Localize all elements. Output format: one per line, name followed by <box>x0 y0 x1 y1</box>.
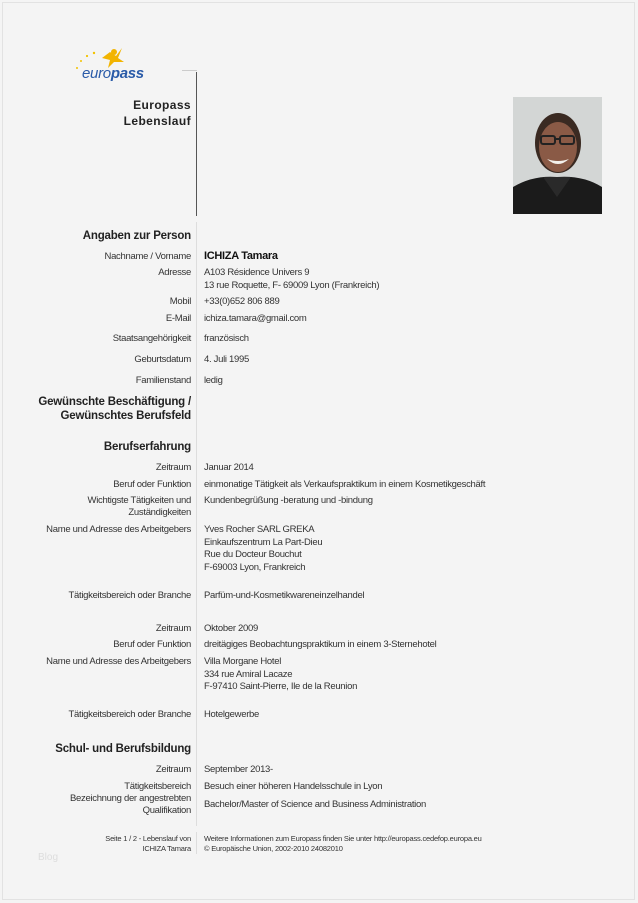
label-education-period: Zeitraum <box>155 764 191 775</box>
label-period: Zeitraum <box>155 462 191 473</box>
label-email: E-Mail <box>165 313 191 324</box>
label-period: Zeitraum <box>155 623 191 634</box>
education-qualification: Bachelor/Master of Science and Business Administration <box>204 799 426 810</box>
portrait-image <box>513 97 602 214</box>
job-2-period: Oktober 2009 <box>204 623 258 634</box>
document-title <box>124 97 191 129</box>
education-field: Besuch einer höheren Handelsschule in Lyon <box>204 781 383 792</box>
value-marital-status: ledig <box>204 375 223 386</box>
footer-copyright: © Europäische Union, 2002-2010 24082010 <box>204 844 343 853</box>
section-title-personal: Angaben zur Person <box>82 230 191 242</box>
value-mobile[interactable]: +33(0)652 806 889 <box>204 296 280 307</box>
footer-vertical-divider <box>196 832 197 854</box>
label-address: Adresse <box>158 267 191 278</box>
section-title-experience: Berufserfahrung <box>103 441 191 453</box>
activities-label-line-2: Zuständigkeiten <box>128 507 191 518</box>
address-line-2: 13 rue Roquette, F- 69009 Lyon (Frankreich) <box>204 279 380 291</box>
value-email-link[interactable]: ichiza.tamara@gmail.com <box>204 313 307 324</box>
label-marital-status: Familienstand <box>135 375 191 386</box>
qualification-label-line-2: Qualifikation <box>142 805 191 816</box>
divider-cap <box>182 70 197 71</box>
footer-info-link[interactable]: Weitere Informationen zum Europass finden Sie unter http://europass.cedefop.europa.eu <box>204 834 482 843</box>
header-vertical-divider <box>196 72 197 216</box>
label-employer: Name und Adresse des Arbeitgebers <box>46 656 191 667</box>
qualification-label-line-1: Bezeichnung der angestrebten <box>69 793 191 804</box>
activities-label-line-1: Wichtigste Tätigkeiten und <box>87 495 191 506</box>
employer-line-1: Yves Rocher SARL GREKA <box>204 524 315 535</box>
footer-page-line-1: Seite 1 / 2 - Lebenslauf von <box>105 834 191 843</box>
employer-line-3: F-97410 Saint-Pierre, Ile de la Reunion <box>204 681 358 692</box>
label-position: Beruf oder Funktion <box>113 639 191 650</box>
job-2-employer <box>204 656 357 694</box>
desired-title-line-1: Gewünschte Beschäftigung / <box>38 396 191 408</box>
footer-europass-info <box>204 834 482 854</box>
employer-line-4: F-69003 Lyon, Frankreich <box>204 561 306 573</box>
europass-wordmark: europass <box>82 65 144 82</box>
section-title-education: Schul- und Berufsbildung <box>55 743 191 755</box>
label-name: Nachname / Vorname <box>104 251 191 262</box>
label-nationality: Staatsangehörigkeit <box>112 333 191 344</box>
footer-page-info <box>105 834 191 854</box>
employer-line-2: Einkaufszentrum La Part-Dieu <box>204 536 323 548</box>
footer-page-line-2: ICHIZA Tamara <box>142 844 191 853</box>
education-period: September 2013- <box>204 764 273 775</box>
watermark: Blog <box>38 852 59 863</box>
label-activities <box>88 495 191 519</box>
label-qualification <box>70 793 191 817</box>
value-birthdate: 4. Juli 1995 <box>204 354 249 365</box>
job-1-activities: Kundenbegrüßung -beratung und -bindung <box>204 495 373 506</box>
value-name: ICHIZA Tamara <box>204 250 278 262</box>
employer-line-3: Rue du Docteur Bouchut <box>204 549 302 560</box>
title-line-2: Lebenslauf <box>123 114 191 128</box>
profile-photo <box>513 97 602 214</box>
label-birthdate: Geburtsdatum <box>134 354 191 365</box>
address-line-1: A103 Résidence Univers 9 <box>204 267 310 278</box>
job-1-position: einmonatige Tätigkeit als Verkaufspraktikum in einem Kosmetikgeschäft <box>204 479 486 490</box>
label-education-field: Tätigkeitsbereich <box>124 781 191 792</box>
job-1-employer <box>204 524 322 574</box>
value-nationality: französisch <box>204 333 249 344</box>
label-mobile: Mobil <box>169 296 191 307</box>
title-line-1: Europass <box>133 98 191 112</box>
desired-title-line-2: Gewünschtes Berufsfeld <box>60 410 191 422</box>
label-employer: Name und Adresse des Arbeitgebers <box>46 524 191 535</box>
employer-line-1: Villa Morgane Hotel <box>204 656 282 667</box>
job-2-sector: Hotelgewerbe <box>204 709 260 720</box>
job-1-period: Januar 2014 <box>204 462 254 473</box>
label-position: Beruf oder Funktion <box>113 479 191 490</box>
employer-line-2: 334 rue Amiral Lacaze <box>204 668 293 680</box>
value-address <box>204 267 379 292</box>
job-1-sector: Parfüm-und-Kosmetikwareneinzelhandel <box>204 590 365 601</box>
content-vertical-divider <box>196 222 197 826</box>
job-2-position: dreitägiges Beobachtungspraktikum in einem 3-Sternehotel <box>204 639 437 650</box>
section-title-desired-employment <box>38 395 191 423</box>
label-sector: Tätigkeitsbereich oder Branche <box>68 709 191 720</box>
label-sector: Tätigkeitsbereich oder Branche <box>68 590 191 601</box>
